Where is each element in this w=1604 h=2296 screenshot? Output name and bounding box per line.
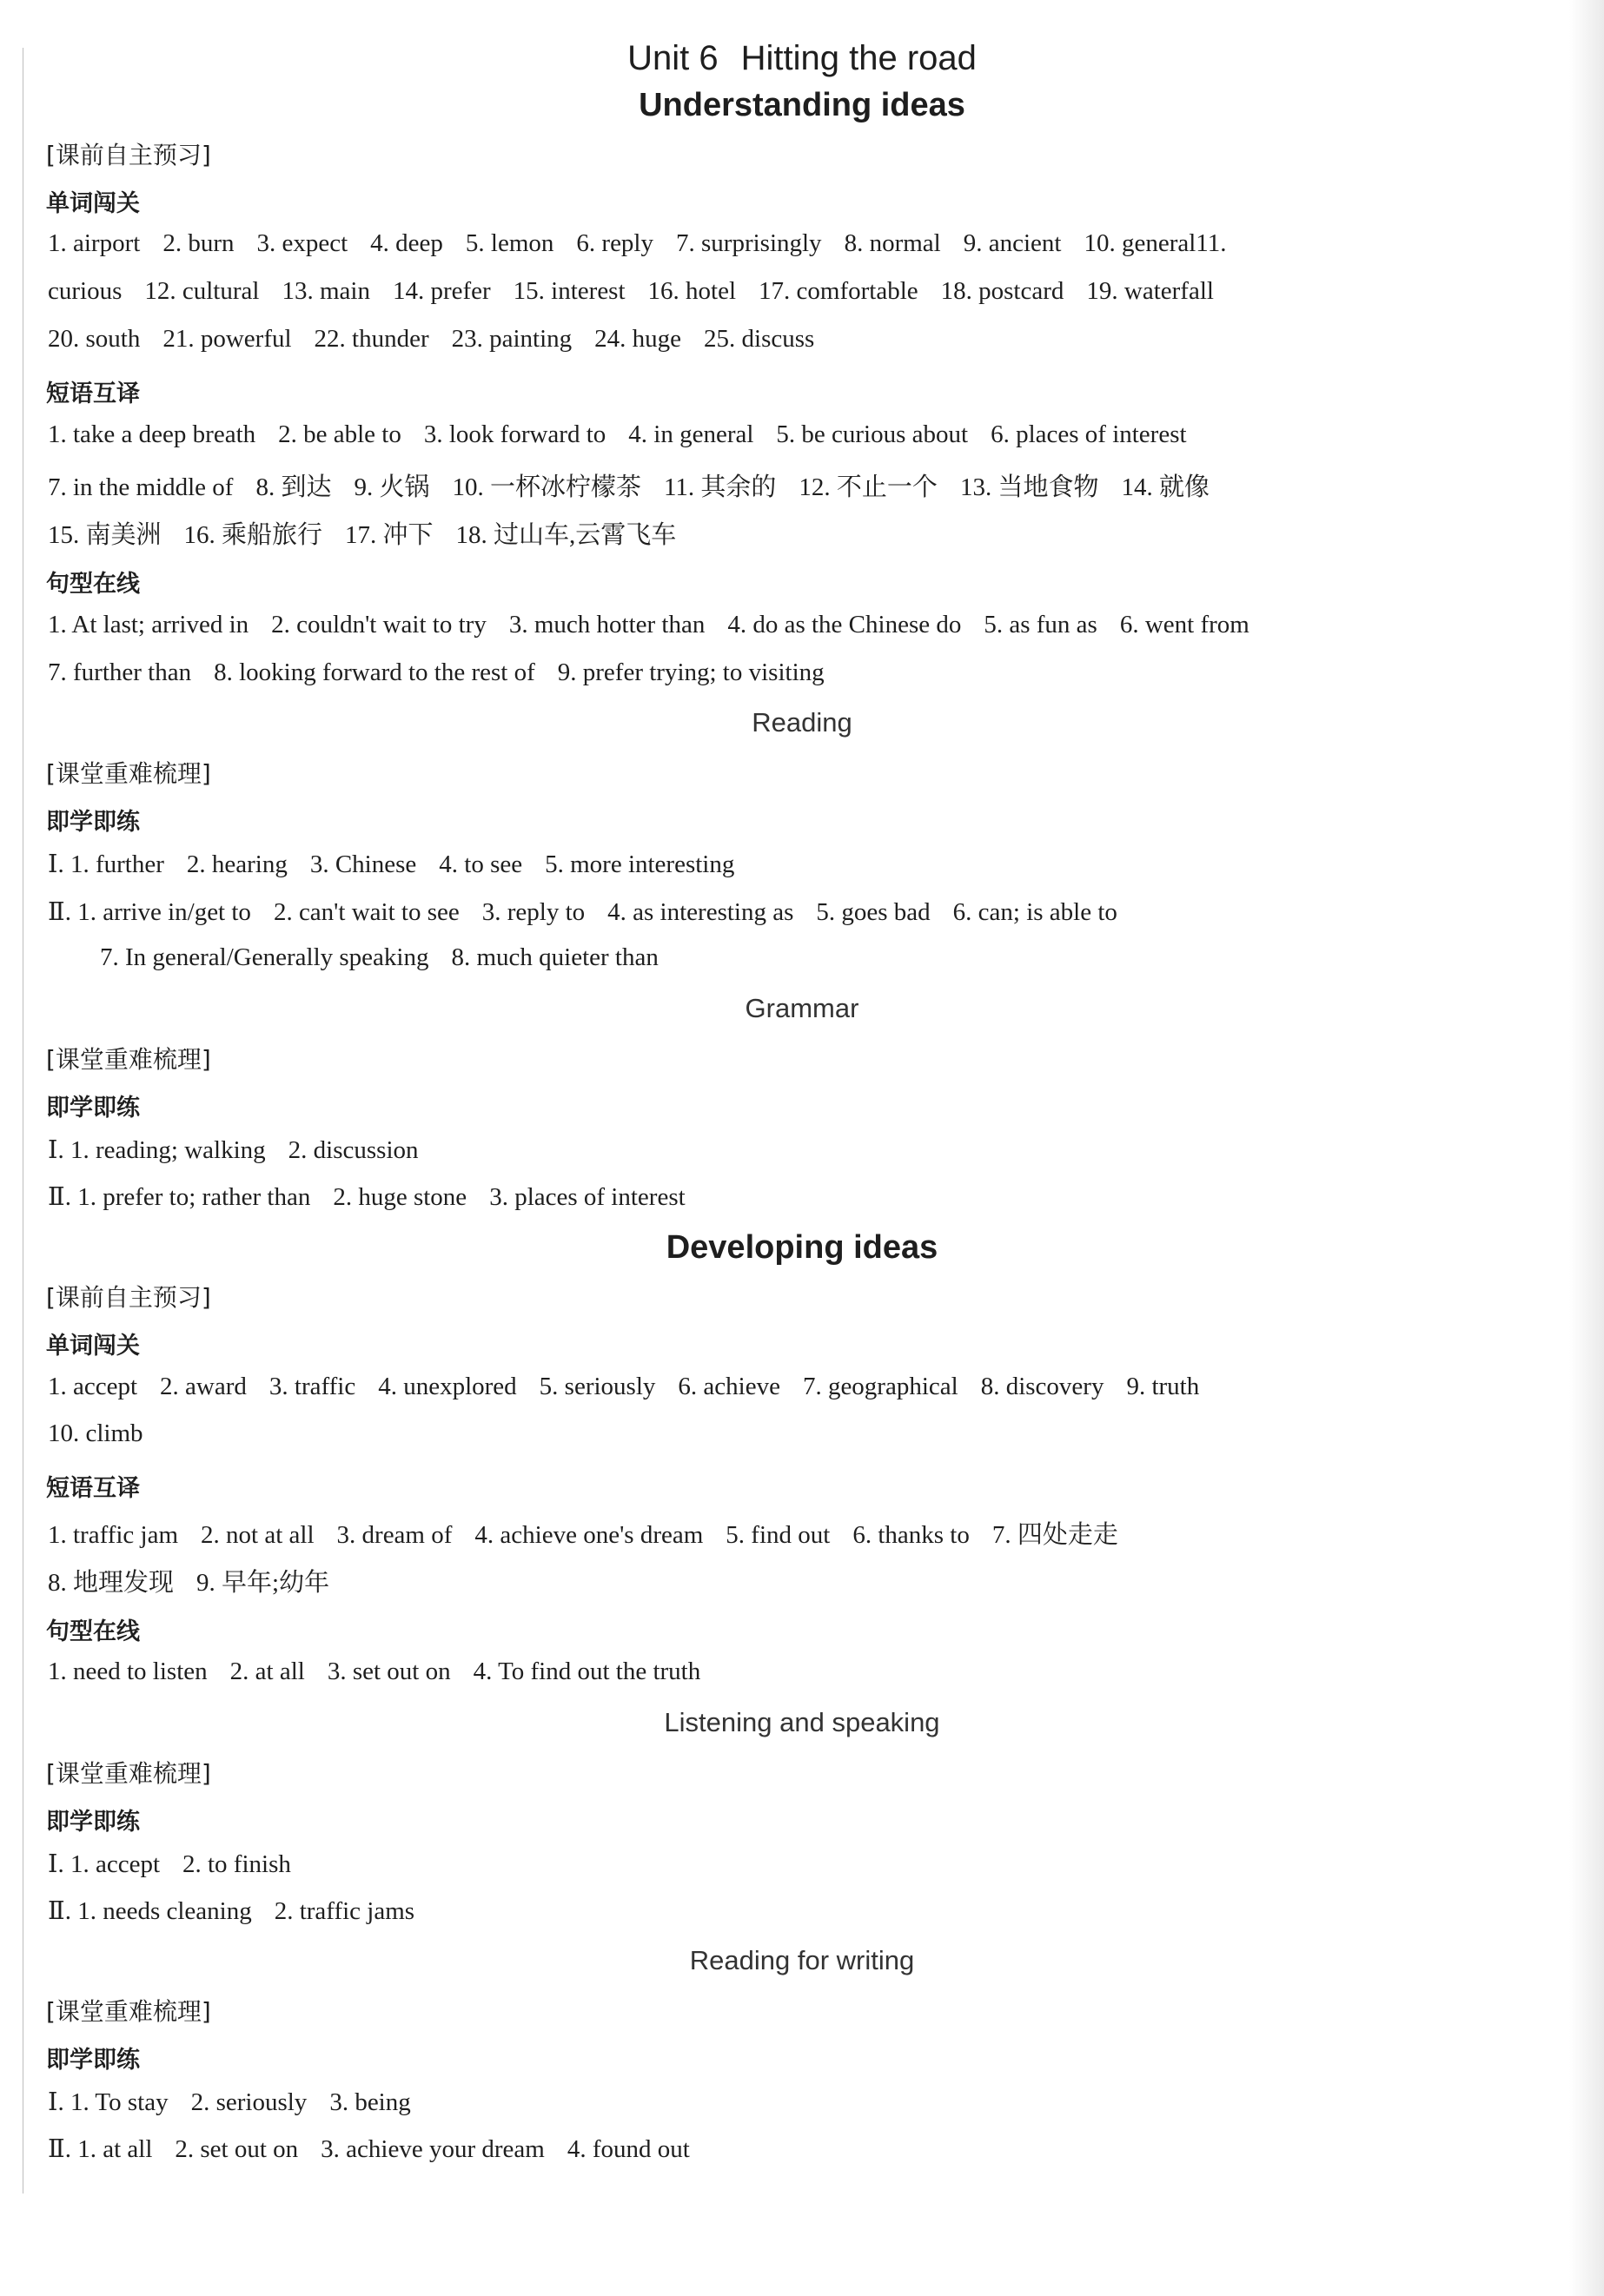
answer-item: 2. huge stone xyxy=(333,1183,467,1212)
answer-item: Ⅱ. 1. prefer to; rather than xyxy=(48,1183,311,1212)
answer-item: 2. couldn't wait to try xyxy=(271,610,487,639)
answer-item: 4. in general xyxy=(628,420,754,448)
section-bracket-label: [课前自主预习] xyxy=(46,1283,211,1312)
exercise-label: 即学即练 xyxy=(46,2046,140,2074)
answer-item: 1. accept xyxy=(48,1372,138,1400)
exercise-label: 即学即练 xyxy=(46,1808,140,1836)
answer-item: 10. climb xyxy=(48,1419,143,1448)
answer-item: 24. huge xyxy=(594,325,682,353)
answer-item: 8. much quieter than xyxy=(451,943,659,972)
answer-item: 3. achieve your dream xyxy=(321,2135,545,2164)
answer-item: 4. as interesting as xyxy=(607,897,794,926)
answer-item: Ⅱ. 1. at all xyxy=(48,2135,153,2164)
answer-item: 15. interest xyxy=(513,277,626,306)
answer-item: Ⅰ. 1. reading; walking xyxy=(48,1135,266,1164)
unit-title xyxy=(0,39,1604,78)
answer-item: 7. in the middle of xyxy=(48,473,234,502)
answer-item: 21. powerful xyxy=(162,325,292,353)
exercise-label: 单词闯关 xyxy=(46,189,140,217)
answer-item: 8. normal xyxy=(844,229,941,258)
answer-item: 1. traffic jam xyxy=(48,1521,179,1549)
answer-item: 7. further than xyxy=(48,658,192,686)
section-bracket-label: [课堂重难梳理] xyxy=(46,1997,211,2026)
section-title: Understanding ideas xyxy=(639,87,965,123)
answer-line xyxy=(48,1373,1569,1401)
answer-item: 2. seriously xyxy=(190,2088,308,2116)
answer-line xyxy=(48,1419,1569,1448)
answer-item: 1. At last; arrived in xyxy=(48,610,249,639)
answer-item: 5. as fun as xyxy=(984,610,1097,639)
exercise-label: 单词闯关 xyxy=(46,1332,140,1360)
answer-item: 5. goes bad xyxy=(816,897,931,926)
answer-item: 19. waterfall xyxy=(1086,277,1214,306)
answer-item: 5. seriously xyxy=(539,1372,656,1400)
answer-item: 3. much hotter than xyxy=(508,610,706,639)
answer-item: 6. places of interest xyxy=(991,420,1187,448)
answer-item: 4. deep xyxy=(370,229,443,258)
answer-item: 5. be curious about xyxy=(776,420,969,448)
answer-item: 5. more interesting xyxy=(545,850,735,878)
answer-line xyxy=(48,229,1569,258)
answer-line xyxy=(48,2087,1569,2117)
section-bracket-label: [课堂重难梳理] xyxy=(46,759,211,789)
unit-name: Hitting the road xyxy=(740,39,977,77)
answer-item: 7. 四处走走 xyxy=(991,1521,1118,1549)
answer-item: 16. 乘船旅行 xyxy=(183,521,323,550)
answer-item: 4. unexplored xyxy=(378,1372,517,1400)
answer-item: 4. found out xyxy=(567,2135,690,2164)
answer-line xyxy=(48,1896,1569,1926)
answer-line xyxy=(48,849,1569,879)
answer-item: 6. reply xyxy=(576,229,653,258)
answer-item: 2. at all xyxy=(229,1657,305,1686)
answer-line xyxy=(48,2134,1569,2164)
answer-item: 9. 火锅 xyxy=(354,473,430,502)
answer-item: 10. general11. xyxy=(1084,229,1227,258)
answer-line xyxy=(48,1563,1569,1598)
answer-item: 12. cultural xyxy=(144,277,260,306)
answer-item: 3. Chinese xyxy=(309,850,417,878)
exercise-label: 句型在线 xyxy=(46,1618,140,1645)
answer-item: 20. south xyxy=(48,325,141,353)
answer-item: 5. find out xyxy=(726,1521,831,1549)
answer-line xyxy=(48,1135,1569,1165)
answer-line xyxy=(100,943,1569,972)
section-bracket-label: [课堂重难梳理] xyxy=(46,1759,211,1788)
answer-item: 3. dream of xyxy=(336,1521,453,1549)
answer-item: curious xyxy=(48,277,123,306)
unit-label: Unit 6 xyxy=(627,39,719,77)
answer-item: 3. reply to xyxy=(481,897,586,926)
answer-line xyxy=(48,658,1569,687)
answer-item: Ⅰ. 1. To stay xyxy=(48,2088,169,2116)
answer-item: 6. thanks to xyxy=(852,1521,970,1549)
answer-item: 2. discussion xyxy=(288,1135,419,1164)
answer-item: 4. achieve one's dream xyxy=(474,1521,704,1549)
answer-item: 3. traffic xyxy=(268,1372,356,1400)
answer-line xyxy=(48,897,1569,927)
answer-item: 18. postcard xyxy=(940,277,1064,306)
answer-item: 4. to see xyxy=(439,850,523,878)
answer-line xyxy=(48,1849,1569,1879)
answer-item: 4. To find out the truth xyxy=(473,1657,701,1686)
exercise-label: 即学即练 xyxy=(46,1094,140,1122)
lesson-subtitle: Reading for writing xyxy=(689,1945,915,1976)
answer-item: 8. looking forward to the rest of xyxy=(214,658,535,686)
answer-item: 7. geographical xyxy=(802,1372,958,1400)
exercise-label: 即学即练 xyxy=(46,809,140,836)
answer-line xyxy=(48,420,1569,449)
answer-item: 8. 地理发现 xyxy=(48,1568,175,1597)
exercise-label: 句型在线 xyxy=(46,571,140,598)
answer-item: 2. be able to xyxy=(278,420,401,448)
section-bracket-label: [课前自主预习] xyxy=(46,140,211,169)
answer-item: 16. hotel xyxy=(647,277,737,306)
answer-line xyxy=(48,1181,1569,1212)
answer-item: 7. surprisingly xyxy=(676,229,822,258)
answer-line xyxy=(48,515,1569,551)
answer-item: 2. award xyxy=(160,1372,247,1400)
answer-item: 25. discuss xyxy=(704,325,815,353)
answer-item: 10. 一杯冰柠檬茶 xyxy=(452,473,641,502)
answer-line xyxy=(48,277,1569,306)
answer-item: 1. airport xyxy=(48,229,141,258)
answer-item: 2. set out on xyxy=(175,2135,299,2164)
answer-item: 12. 不止一个 xyxy=(799,473,938,502)
answer-item: 1. need to listen xyxy=(48,1657,208,1686)
answer-item: 14. 就像 xyxy=(1121,473,1210,502)
answer-item: 1. take a deep breath xyxy=(48,420,256,448)
answer-item: 8. 到达 xyxy=(255,473,332,502)
answer-item: 3. places of interest xyxy=(489,1183,686,1212)
answer-item: 3. expect xyxy=(256,229,348,258)
answer-item: Ⅱ. 1. arrive in/get to xyxy=(48,897,251,926)
answer-item: 23. painting xyxy=(451,325,573,353)
answer-item: Ⅱ. 1. needs cleaning xyxy=(48,1897,252,1926)
answer-item: 8. discovery xyxy=(980,1372,1104,1400)
answer-item: 9. truth xyxy=(1126,1372,1200,1400)
answer-item: 2. to finish xyxy=(182,1849,291,1878)
lesson-subtitle: Reading xyxy=(752,707,852,738)
section-title: Developing ideas xyxy=(666,1229,938,1267)
answer-item: 7. In general/Generally speaking xyxy=(100,943,429,972)
answer-item: 5. lemon xyxy=(465,229,554,258)
lesson-subtitle: Grammar xyxy=(745,993,859,1024)
answer-item: 2. can't wait to see xyxy=(273,897,460,926)
answer-item: 3. look forward to xyxy=(423,420,606,448)
answer-item: 13. main xyxy=(282,277,370,306)
answer-item: 22. thunder xyxy=(314,325,429,353)
answer-line xyxy=(48,325,1569,354)
answer-item: 17. 冲下 xyxy=(345,521,434,550)
answer-item: 2. burn xyxy=(162,229,235,258)
lesson-subtitle: Listening and speaking xyxy=(664,1707,940,1738)
answer-item: 3. being xyxy=(329,2088,411,2116)
answer-item: 13. 当地食物 xyxy=(959,473,1099,502)
answer-item: 14. prefer xyxy=(392,277,491,306)
exercise-label: 短语互译 xyxy=(46,1475,140,1503)
answer-item: 9. 早年;幼年 xyxy=(196,1568,330,1597)
answer-line xyxy=(48,1657,1569,1686)
answer-item: Ⅰ. 1. further xyxy=(48,850,164,878)
answer-item: 9. ancient xyxy=(963,229,1062,258)
section-bracket-label: [课堂重难梳理] xyxy=(46,1045,211,1074)
answer-item: 2. traffic jams xyxy=(274,1897,415,1926)
answer-item: 6. went from xyxy=(1119,610,1249,639)
answer-line xyxy=(48,611,1569,639)
answer-line xyxy=(48,1515,1569,1551)
answer-item: 2. hearing xyxy=(186,850,288,878)
answer-item: 15. 南美洲 xyxy=(48,521,162,550)
answer-item: 3. set out on xyxy=(327,1657,451,1686)
answer-item: Ⅰ. 1. accept xyxy=(48,1849,160,1878)
answer-item: 2. not at all xyxy=(201,1521,315,1549)
answer-item: 4. do as the Chinese do xyxy=(727,610,962,639)
answer-item: 6. can; is able to xyxy=(952,897,1117,926)
answer-item: 18. 过山车,云霄飞车 xyxy=(455,521,677,550)
answer-item: 6. achieve xyxy=(678,1372,780,1400)
answer-line xyxy=(48,467,1569,503)
answer-item: 11. 其余的 xyxy=(663,473,777,502)
exercise-label: 短语互译 xyxy=(46,380,140,407)
answer-item: 17. comfortable xyxy=(759,277,918,306)
answer-item: 9. prefer trying; to visiting xyxy=(557,658,825,686)
